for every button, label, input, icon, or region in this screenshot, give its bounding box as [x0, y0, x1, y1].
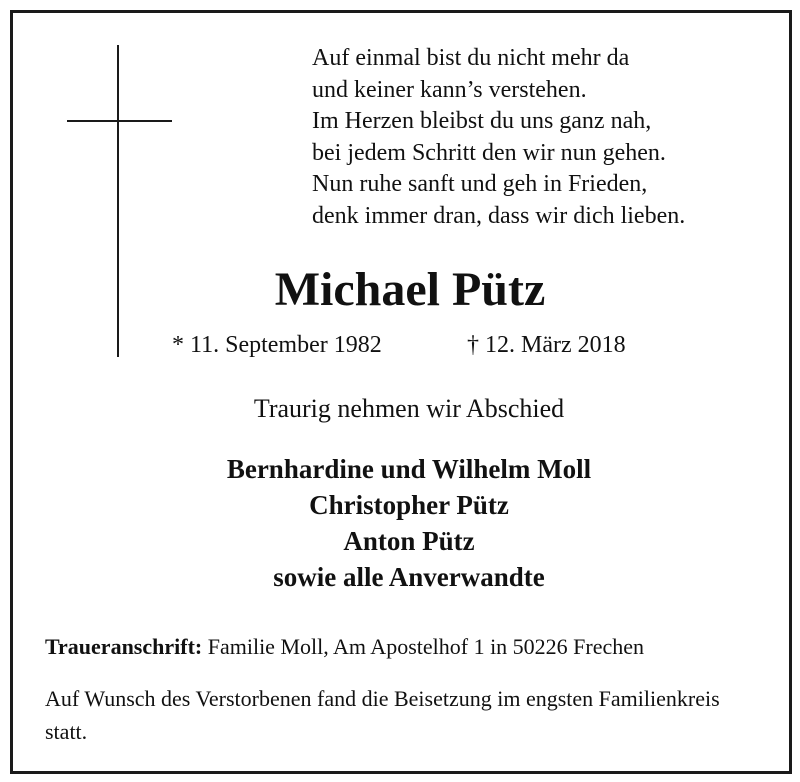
poem-line: Nun ruhe sanft und geh in Frieden,	[312, 171, 648, 197]
cross-horizontal-bar	[67, 120, 172, 122]
poem-line: denk immer dran, dass wir dich lieben.	[312, 202, 686, 229]
address-text: Familie Moll, Am Apostelhof 1 in 50226 Frechen	[202, 634, 645, 659]
mourner-line: sowie alle Anverwandte	[273, 562, 545, 592]
mourning-address	[45, 634, 644, 660]
poem-line: und keiner kann’s verstehen.	[312, 76, 587, 103]
mourner-line: Christopher Pütz	[309, 490, 509, 520]
mourner-line: Bernhardine und Wilhelm Moll	[226, 454, 592, 484]
address-label: Traueranschrift:	[45, 634, 203, 659]
poem-line: bei jedem Schritt den wir nun gehen.	[312, 139, 666, 166]
farewell-text: Traurig nehmen wir Abschied	[253, 394, 565, 423]
birth-date: * 11. September 1982	[172, 332, 382, 358]
mourner-line: Anton Pütz	[343, 526, 475, 556]
poem	[312, 43, 782, 232]
deceased-name: Michael Pütz	[274, 263, 546, 316]
poem-line: Auf einmal bist du nicht mehr da	[312, 45, 630, 71]
burial-note: Auf Wunsch des Verstorbenen fand die Beisetzung im engsten Familienkreis statt.	[45, 686, 720, 744]
death-date: † 12. März 2018	[467, 332, 626, 358]
poem-line: Im Herzen bleibst du uns ganz nah,	[312, 108, 652, 134]
mourners-list	[0, 451, 800, 595]
